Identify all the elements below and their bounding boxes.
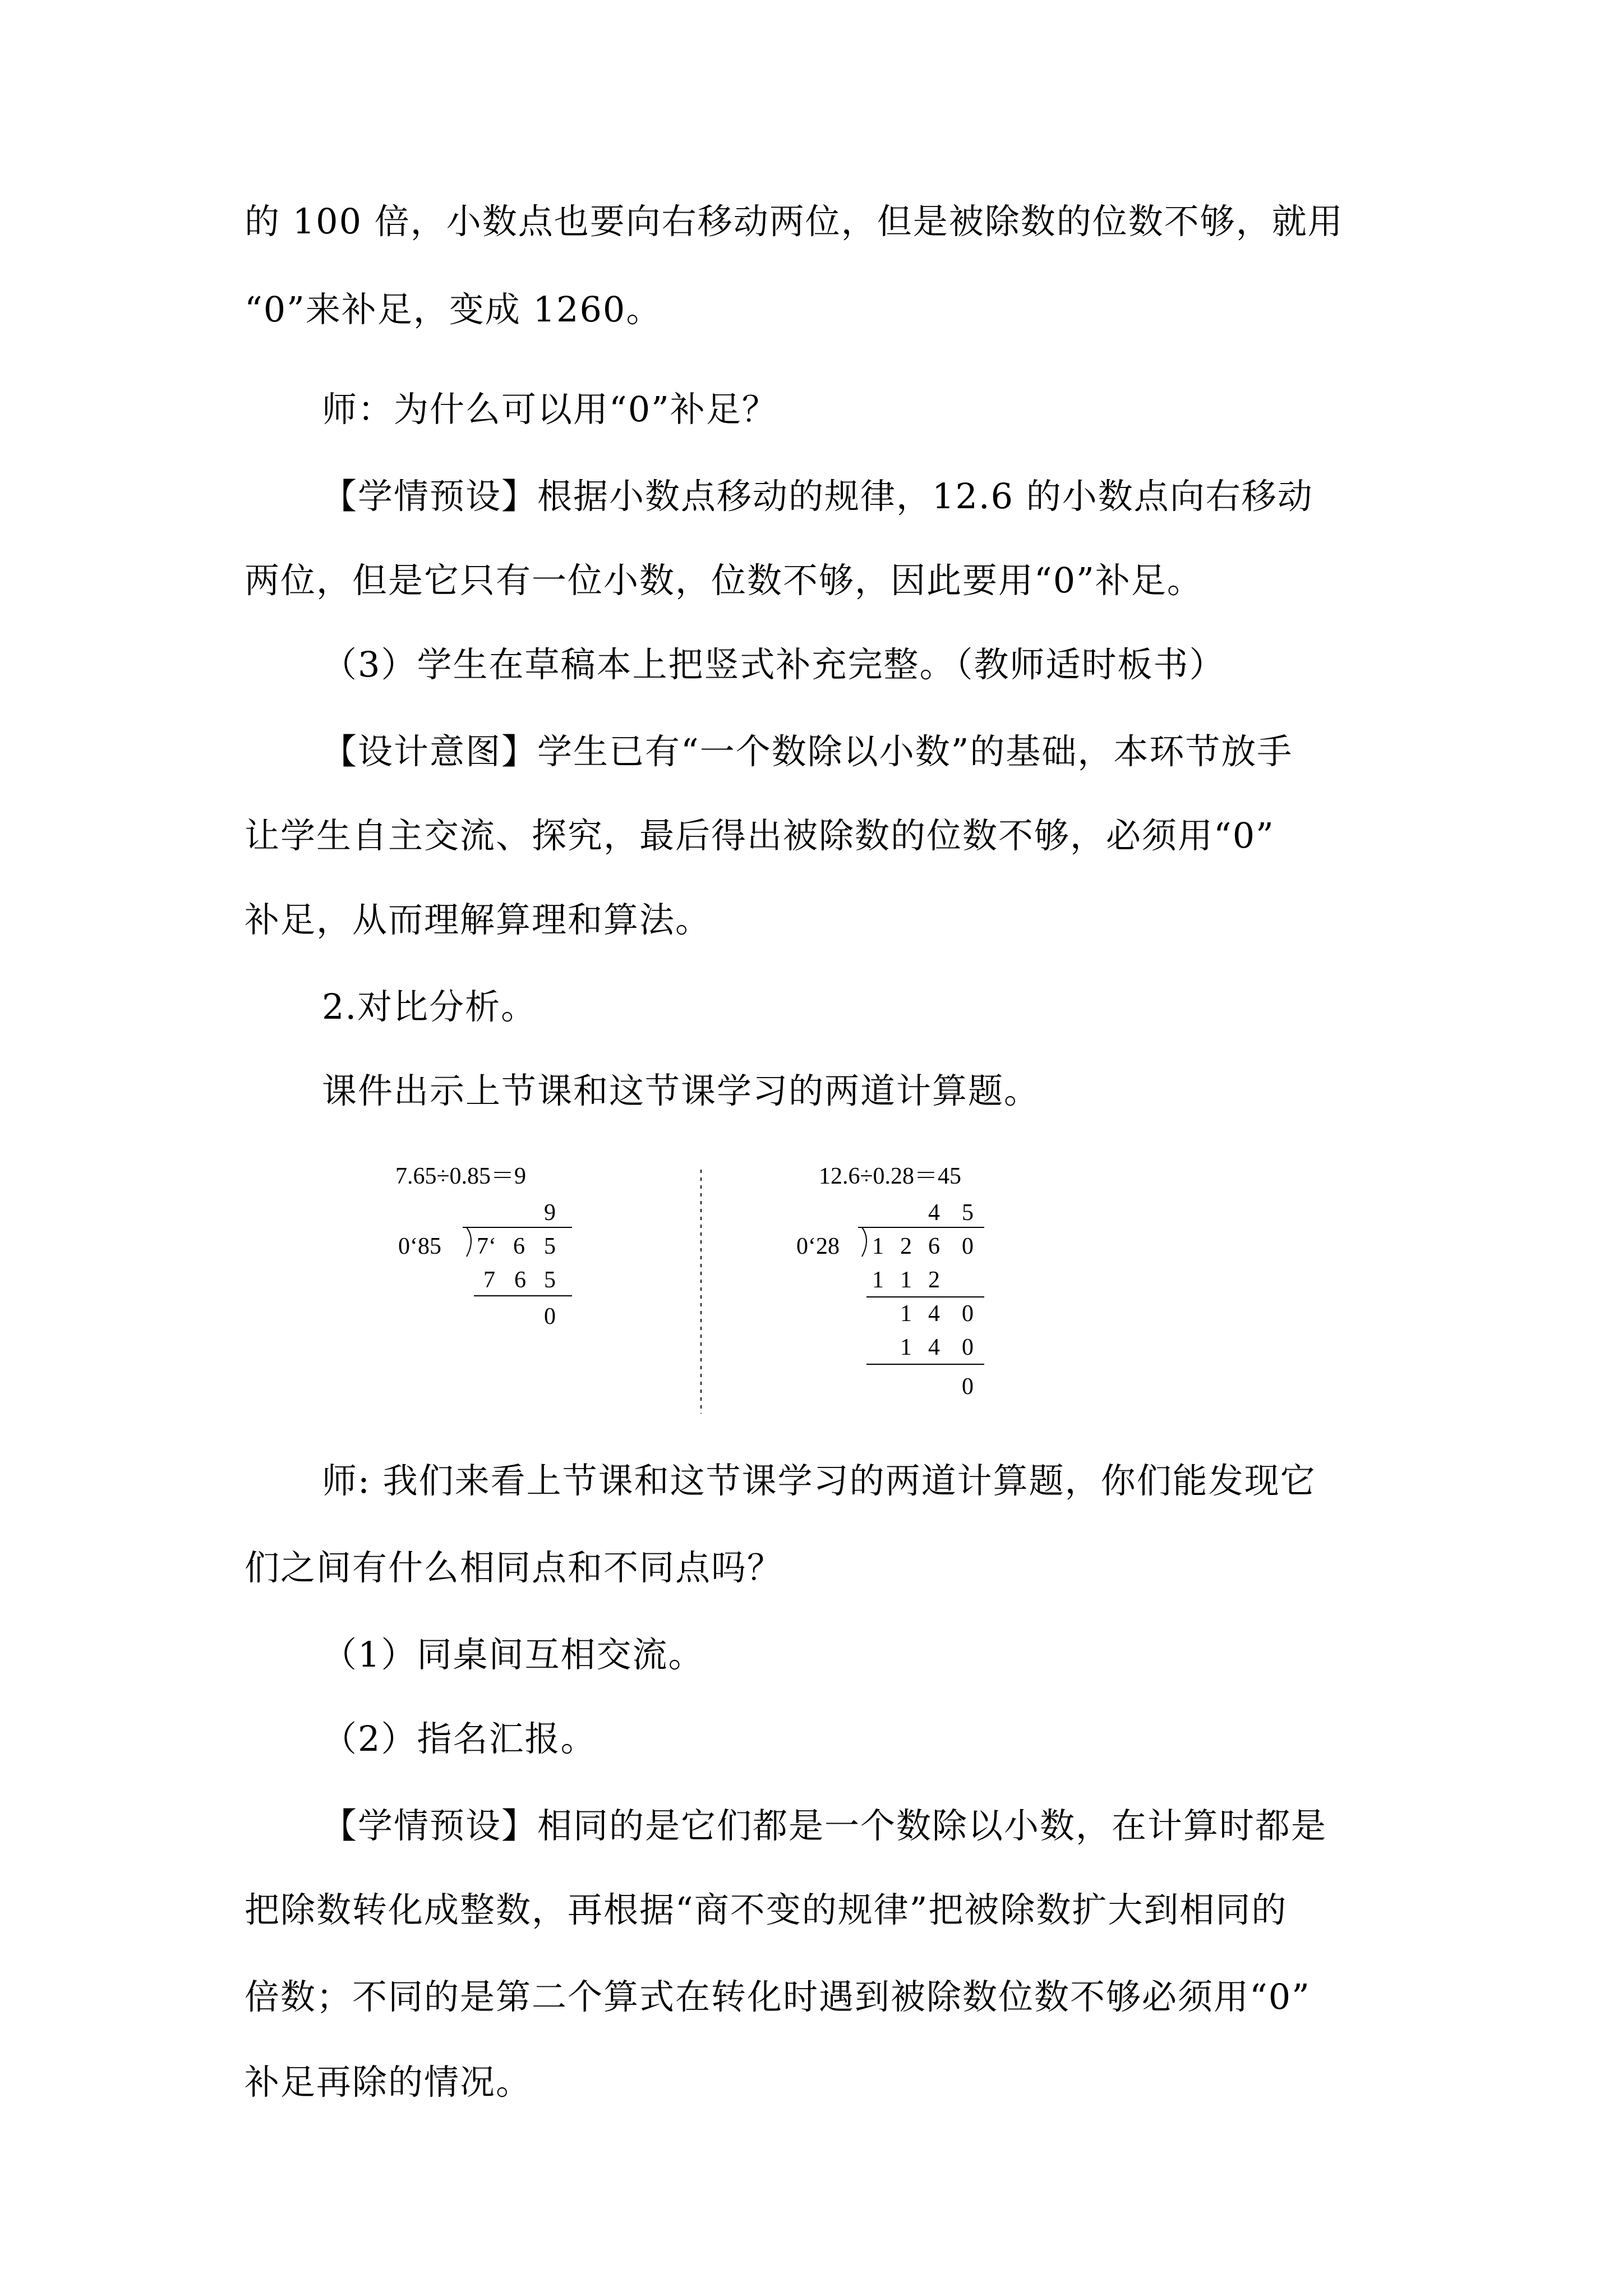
left-dividend-digit: 7‘ [477, 1234, 496, 1259]
text-line: 2.对比分析。 [322, 986, 537, 1027]
right-dividend-digit: 1 [872, 1234, 884, 1259]
right-dividend-digit: 2 [900, 1234, 912, 1259]
left-divisor: 0‘85 [398, 1234, 441, 1259]
text-line: 师: 我们来看上节课和这节课学习的两道计算题，你们能发现它 [322, 1460, 1316, 1501]
right-remainder: 0 [962, 1374, 974, 1400]
text-line: 补足，从而理解算理和算法。 [245, 899, 712, 940]
right-equation: 12.6÷0.28＝45 [819, 1163, 962, 1189]
left-division-bracket [467, 1227, 471, 1257]
text-line: 课件出示上节课和这节课学习的两道计算题。 [322, 1070, 1040, 1111]
text-line: （1）同桌间互相交流。 [322, 1634, 704, 1675]
text-line: 把除数转化成整数，再根据“商不变的规律”把被除数扩大到相同的 [245, 1889, 1288, 1930]
right-quotient-digit: 4 [928, 1200, 940, 1226]
text-line: 补足再除的情况。 [245, 2062, 532, 2102]
left-equation: 7.65÷0.85＝9 [395, 1163, 527, 1189]
right-step-digit: 1 [900, 1335, 912, 1360]
text-line: 【学情预设】相同的是它们都是一个数除以小数，在计算时都是 [322, 1805, 1327, 1846]
right-dividend-digit: 6 [928, 1234, 940, 1259]
left-product-digit: 5 [544, 1267, 556, 1293]
left-dividend-digit: 6 [513, 1234, 525, 1259]
text-line: 的 100 倍，小数点也要向右移动两位，但是被除数的位数不够，就用 [245, 201, 1344, 242]
right-dividend-digit: 0 [962, 1234, 974, 1259]
text-line: “0”来补足，变成 1260。 [245, 289, 662, 330]
right-divisor: 0‘28 [796, 1234, 840, 1259]
right-division-bracket [862, 1227, 866, 1257]
right-quotient-digit: 5 [962, 1200, 974, 1226]
division-figure-svg [365, 1144, 1038, 1425]
text-line: 两位，但是它只有一位小数，位数不够，因此要用“0”补足。 [245, 560, 1203, 601]
right-step-digit: 0 [962, 1301, 974, 1327]
text-line: 让学生自主交流、探究，最后得出被除数的位数不够，必须用“0” [245, 815, 1275, 856]
text-line: 倍数；不同的是第二个算式在转化时遇到被除数位数不够必须用“0” [245, 1976, 1311, 2017]
right-step-digit: 4 [928, 1301, 940, 1327]
left-dividend-digit: 5 [544, 1234, 556, 1259]
right-step-digit: 1 [900, 1301, 912, 1327]
right-step-digit: 4 [928, 1335, 940, 1360]
left-product-digit: 7 [483, 1267, 495, 1293]
right-step-digit: 0 [962, 1335, 974, 1360]
right-step-digit: 1 [900, 1267, 912, 1293]
division-figure [365, 1144, 1038, 1425]
right-step-digit: 1 [872, 1267, 884, 1293]
text-line: （2）指名汇报。 [322, 1718, 597, 1759]
left-remainder: 0 [544, 1304, 556, 1329]
text-line: 【学情预设】根据小数点移动的规律，12.6 的小数点向右移动 [322, 476, 1313, 517]
text-line: 们之间有什么相同点和不同点吗？ [245, 1547, 783, 1588]
left-quotient-digit: 9 [544, 1200, 556, 1226]
text-line: 师：为什么可以用“0”补足？ [322, 389, 778, 430]
right-step-digit: 2 [928, 1267, 940, 1293]
left-product-digit: 6 [514, 1267, 526, 1293]
text-line: 【设计意图】学生已有“一个数除以小数”的基础，本环节放手 [322, 731, 1293, 772]
text-line: （3）学生在草稿本上把竖式补充完整。（教师适时板书） [322, 644, 1225, 685]
